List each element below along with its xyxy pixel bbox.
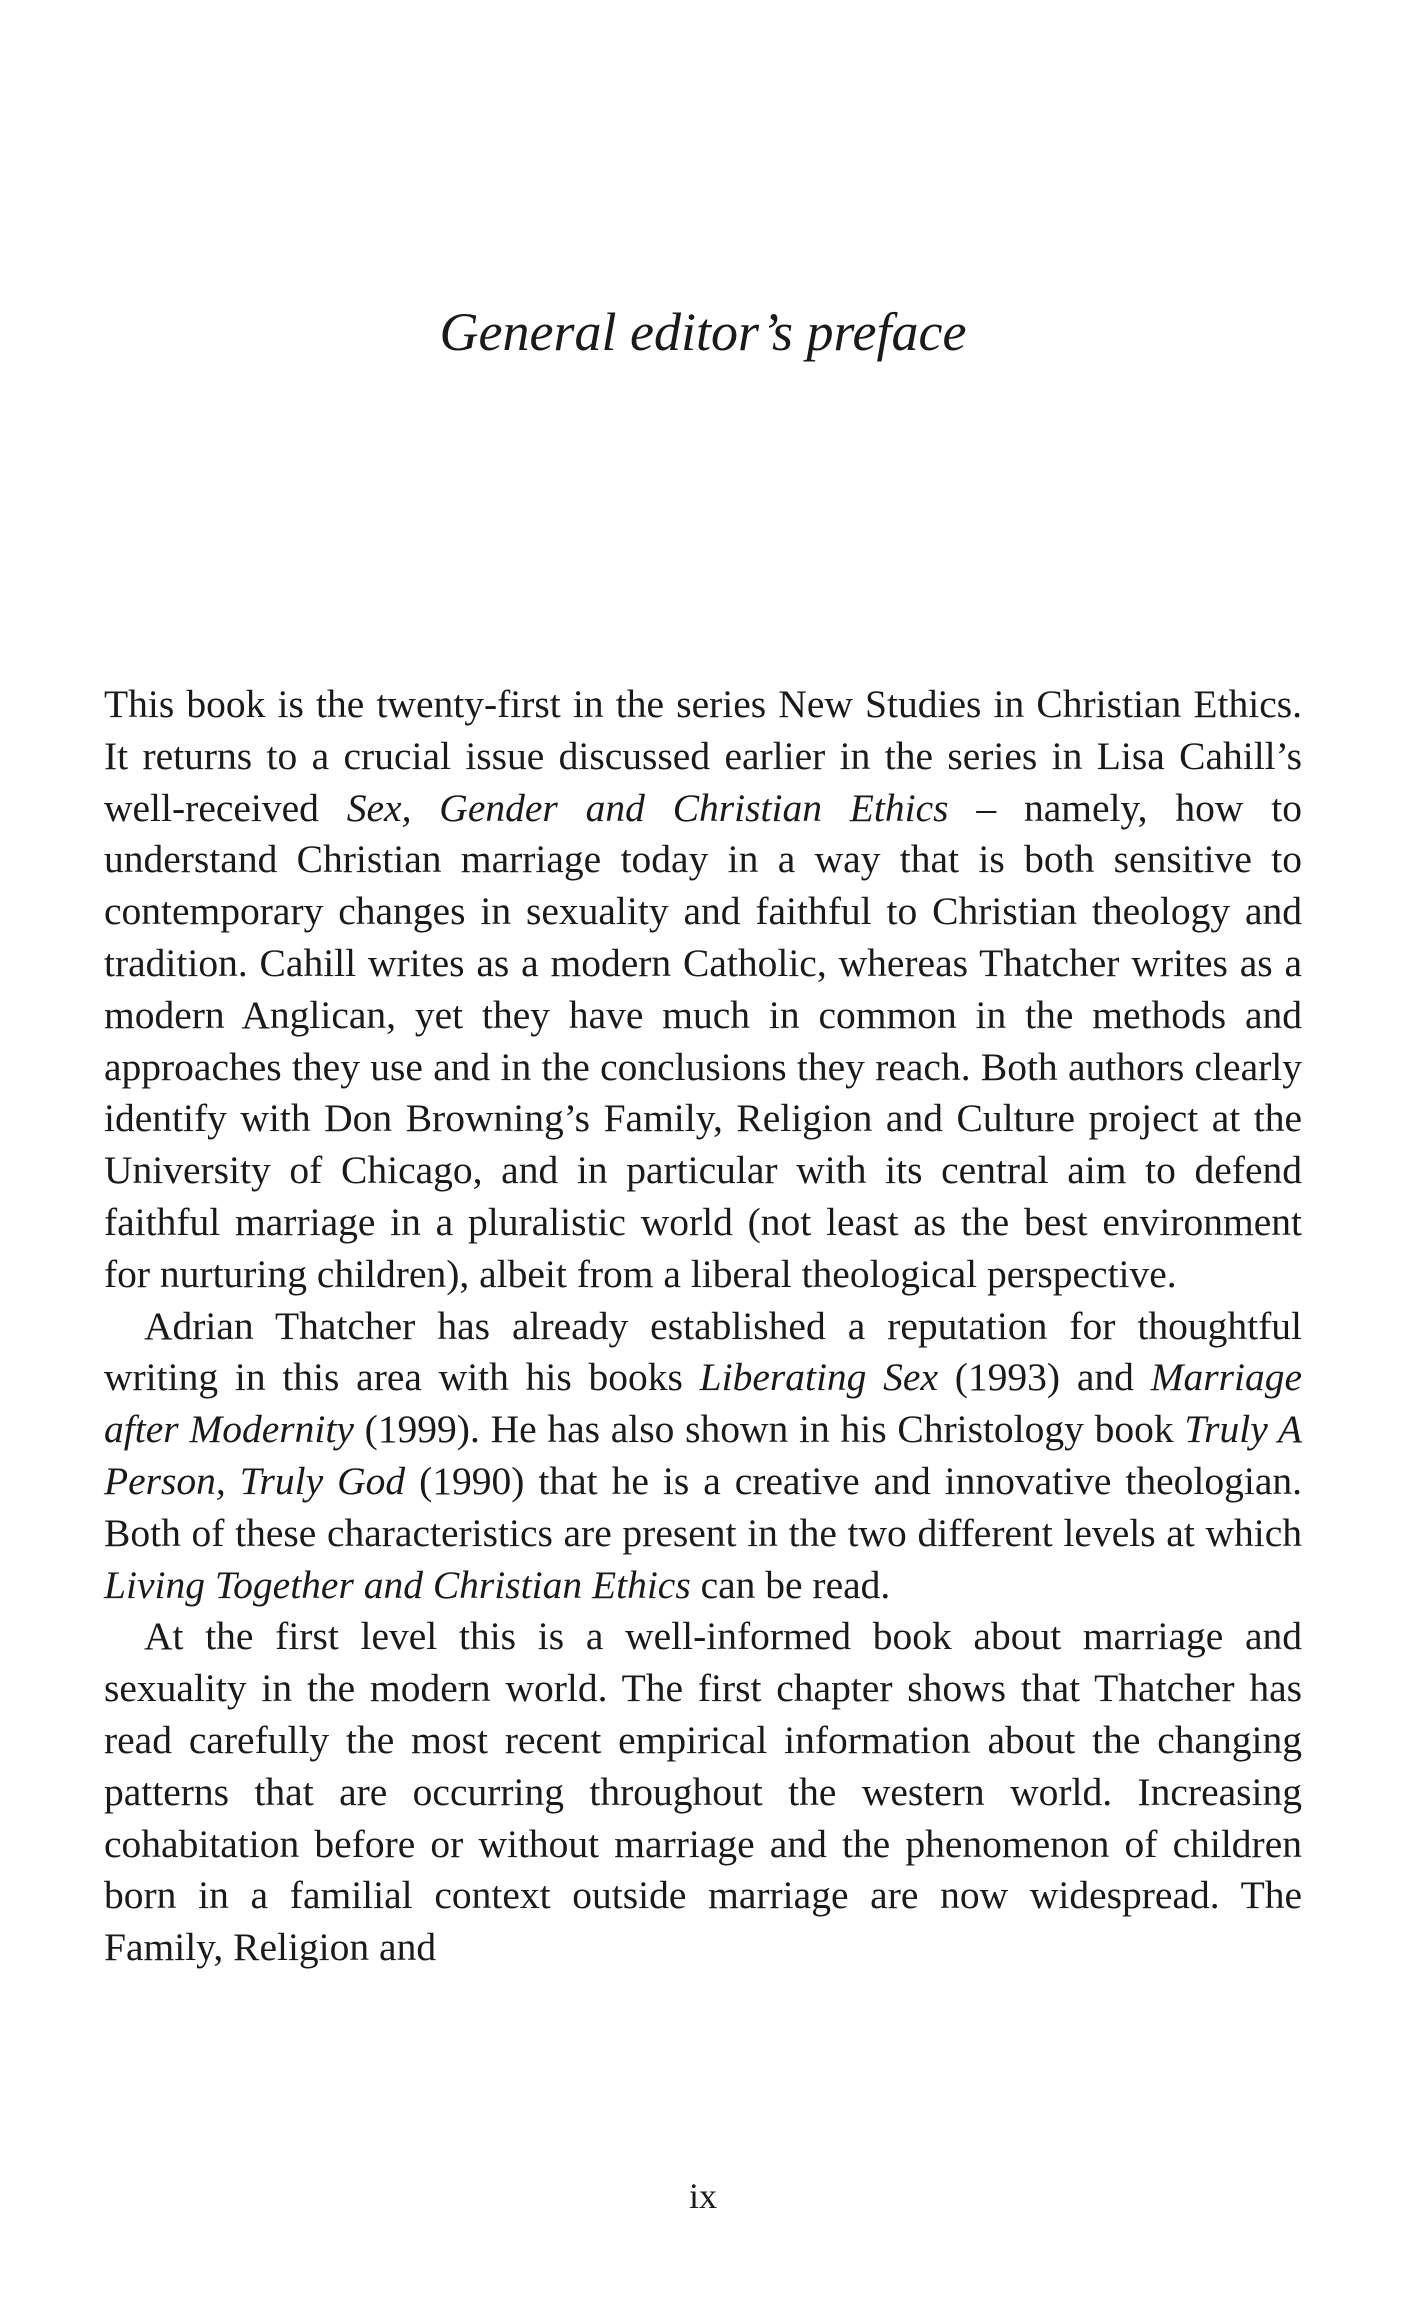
text-run: At the first level this is a well-informed book about marriage and sexuality in the modern world. The first chapter shows that Thatcher has read carefully the most recent empirical information about the changing patterns that are occurring throughout the western world. Increasing cohabitation before or without marriage and the phenomenon of children born in a familial context outside marriage are now widespread. The Family, Religion and bbox=[104, 1614, 1302, 1970]
paragraph-2 bbox=[104, 1301, 1302, 1612]
text-run: (1999). He has also shown in his Christology book bbox=[353, 1407, 1185, 1452]
page-number: ix bbox=[688, 2176, 717, 2216]
text-run: can be read. bbox=[690, 1562, 891, 1607]
book-title: Truly A Person, Truly God bbox=[104, 1407, 1302, 1503]
text-run: (1990) that he is a creative and innovative theologian. Both of these characteristics are present in the two different levels at which bbox=[104, 1458, 1302, 1555]
paragraph-1 bbox=[104, 679, 1302, 1301]
book-title: Marriage after Modernity bbox=[104, 1355, 1303, 1452]
text-run: (1993) and bbox=[938, 1355, 1151, 1400]
page-title: General editor’s preface bbox=[439, 302, 967, 362]
text-run: This book is the twenty-first in the series New Studies in Christian Ethics. It returns to a crucial issue discussed earlier in the series in Lisa Cahill’s well-received bbox=[104, 682, 1302, 830]
book-title: Liberating Sex bbox=[699, 1355, 938, 1400]
text-run: Adrian Thatcher has already established a reputation for thoughtful writing in this area with his books bbox=[104, 1303, 1302, 1400]
book-title: Sex, Gender and Christian Ethics bbox=[346, 785, 949, 830]
book-title: Living Together and Christian Ethics bbox=[104, 1562, 691, 1607]
text-run: – namely, how to understand Christian marriage today in a way that is both sensitive to contemporary changes in sexuality and faithful to Christian theology and tradition. Cahill writes as a modern Catholic, whereas Thatcher writes as a modern Anglican, yet they have much in common in the methods and approaches they use and in the conclusions they reach. Both authors clearly identify with Don Browning’s Family, Religion and Culture project at the University of Chicago, and in particular with its central aim to defend faithful marriage in a pluralistic world (not least as the best environment for nurturing children), albeit from a liberal theological perspective. bbox=[104, 785, 1302, 1296]
body-text bbox=[104, 679, 1302, 1974]
paragraph-3 bbox=[104, 1611, 1302, 1974]
